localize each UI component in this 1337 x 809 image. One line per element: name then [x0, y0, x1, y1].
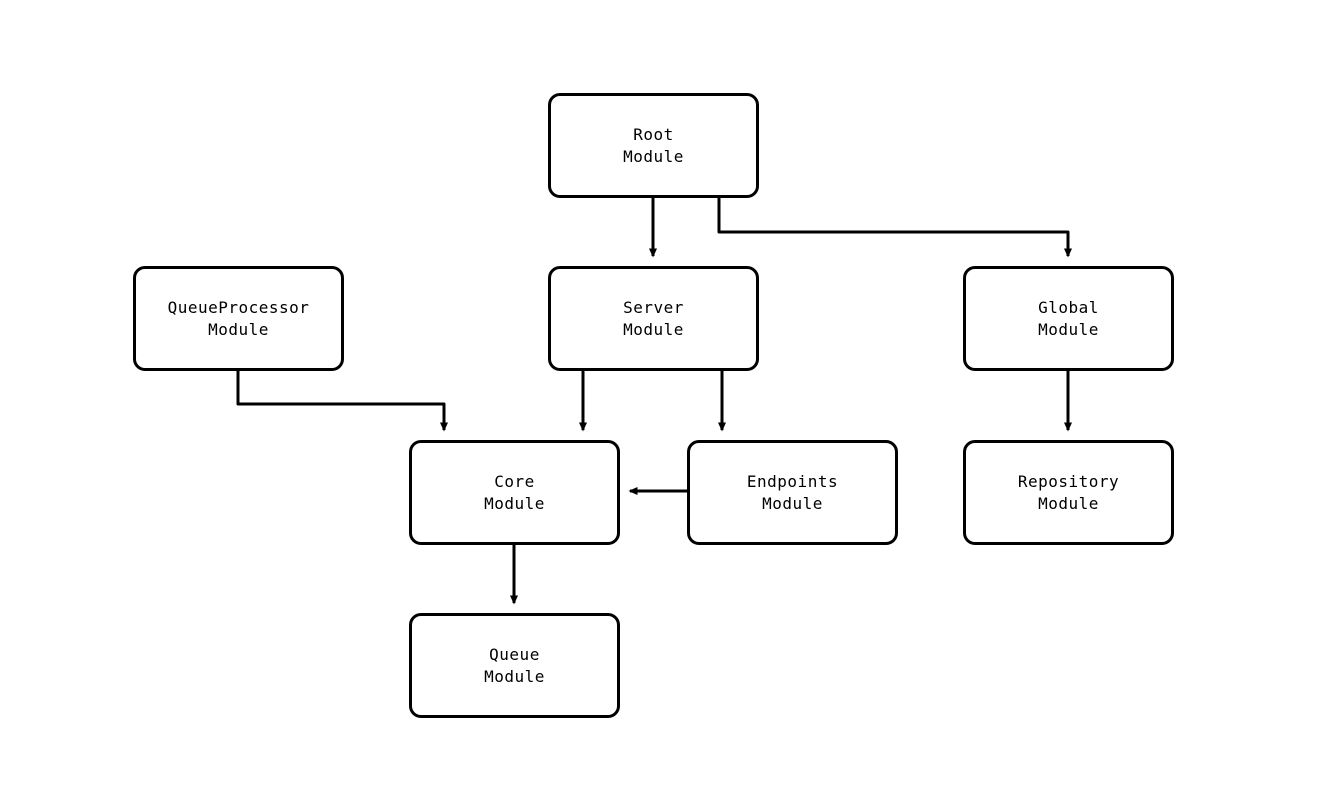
node-label-line2: Module [1038, 493, 1099, 513]
node-queue-module[interactable] [409, 613, 620, 718]
node-server-module[interactable] [548, 266, 759, 371]
node-label-line1: Repository [1017, 471, 1120, 491]
node-label-line2: Module [1038, 319, 1099, 339]
node-label-line1: Global [1038, 297, 1099, 317]
edge-queueprocessor-to-core [238, 371, 444, 430]
node-label-line2: Module [623, 319, 684, 339]
node-label-line1: Root [633, 124, 674, 144]
edge-root-to-global [719, 198, 1068, 256]
node-label-line2: Module [208, 319, 269, 339]
node-label-line1: Endpoints [746, 471, 839, 491]
node-label-line2: Module [484, 493, 545, 513]
node-repository-module[interactable] [963, 440, 1174, 545]
node-root-module[interactable] [548, 93, 759, 198]
node-label-line2: Module [623, 146, 684, 166]
node-label-line1: QueueProcessor [167, 297, 310, 317]
node-label-line1: Queue [489, 644, 540, 664]
node-label-line1: Core [494, 471, 535, 491]
node-queueprocessor-module[interactable] [133, 266, 344, 371]
node-endpoints-module[interactable] [687, 440, 898, 545]
node-label-line2: Module [762, 493, 823, 513]
node-label-line1: Server [623, 297, 684, 317]
node-global-module[interactable] [963, 266, 1174, 371]
node-core-module[interactable] [409, 440, 620, 545]
node-label-line2: Module [484, 666, 545, 686]
